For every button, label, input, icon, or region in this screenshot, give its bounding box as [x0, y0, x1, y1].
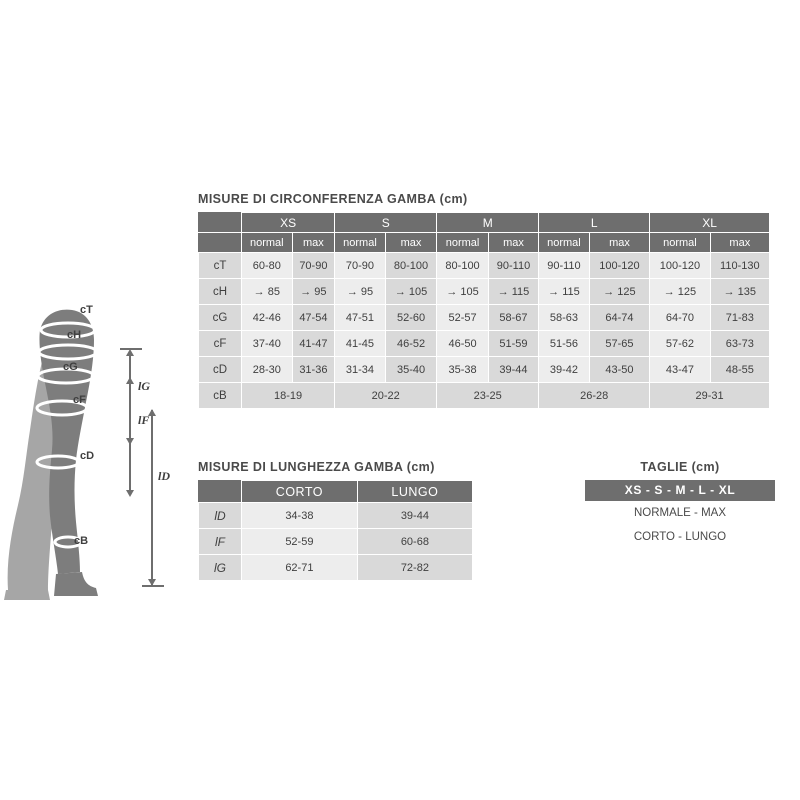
cell-lG-corto: 62-71: [242, 555, 358, 581]
bar-lD-arrow-bottom: [148, 579, 156, 586]
subheader-xl-normal: normal: [650, 233, 710, 253]
row-label-cF: cF: [199, 331, 242, 357]
leg-illustration: [0, 290, 200, 610]
cell-cF-s-normal: 41-45: [335, 331, 386, 357]
cell-cF-s-max: 46-52: [385, 331, 437, 357]
length-header-corto: CORTO: [242, 481, 358, 503]
label-cF: cF: [73, 394, 86, 406]
back-foot-shape: [4, 590, 50, 600]
cell-cG-xl-normal: 64-70: [650, 305, 710, 331]
label-cH: cH: [67, 329, 82, 341]
row-label-lD: lD: [199, 503, 242, 529]
taglie-title: TAGLIE (cm): [640, 460, 720, 474]
row-label-cB: cB: [199, 383, 242, 409]
cell-cF-xl-normal: 57-62: [650, 331, 710, 357]
cell-cF-l-max: 57-65: [589, 331, 649, 357]
cell-cG-s-max: 52-60: [385, 305, 437, 331]
size-header-m: M: [437, 213, 539, 233]
table-row: [199, 503, 473, 529]
cell-cF-xs-normal: 37-40: [242, 331, 293, 357]
size-header-xs: XS: [242, 213, 335, 233]
cell-cF-l-normal: 51-56: [539, 331, 590, 357]
cell-cH-xs-normal: → 85: [242, 279, 293, 305]
cell-cB-s: 20-22: [335, 383, 437, 409]
cell-cH-l-normal: → 115: [539, 279, 590, 305]
cell-cH-xs-max: → 95: [292, 279, 335, 305]
cell-cT-xl-max: 110-130: [710, 253, 769, 279]
cell-cD-s-max: 35-40: [385, 357, 437, 383]
subheader-s-max: max: [385, 233, 437, 253]
subheader-l-normal: normal: [539, 233, 590, 253]
cell-cG-l-max: 64-74: [589, 305, 649, 331]
subheader-s-normal: normal: [335, 233, 386, 253]
cell-cG-m-max: 58-67: [488, 305, 538, 331]
size-header-row: [199, 213, 770, 233]
cell-cT-xs-max: 70-90: [292, 253, 335, 279]
subheader-m-max: max: [488, 233, 538, 253]
cell-cT-s-max: 80-100: [385, 253, 437, 279]
cell-cB-xl: 29-31: [650, 383, 770, 409]
circumference-table: [198, 212, 770, 409]
label-lG: lG: [138, 379, 150, 393]
table-row: [199, 331, 770, 357]
cell-cD-xl-max: 48-55: [710, 357, 769, 383]
subheader-xs-normal: normal: [242, 233, 293, 253]
table-row: [199, 383, 770, 409]
subheader-m-normal: normal: [437, 233, 489, 253]
length-header-row: [199, 481, 473, 503]
subheader-row: [199, 233, 770, 253]
cell-cG-xl-max: 71-83: [710, 305, 769, 331]
cell-cH-l-max: → 125: [589, 279, 649, 305]
cell-cG-xs-normal: 42-46: [242, 305, 293, 331]
taglie-line-corto-lungo: CORTO - LUNGO: [633, 531, 727, 543]
table-row: [199, 305, 770, 331]
cell-cD-l-max: 43-50: [589, 357, 649, 383]
cell-cD-m-max: 39-44: [488, 357, 538, 383]
cell-cH-s-normal: → 95: [335, 279, 386, 305]
cell-cF-xl-max: 63-73: [710, 331, 769, 357]
circumference-table-head: [199, 213, 770, 253]
cell-cG-m-normal: 52-57: [437, 305, 489, 331]
cell-cH-s-max: → 105: [385, 279, 437, 305]
cell-cD-m-normal: 35-38: [437, 357, 489, 383]
row-label-cD: cD: [199, 357, 242, 383]
cell-lD-corto: 34-38: [242, 503, 358, 529]
length-corner-cell: [199, 481, 242, 503]
label-cB: cB: [74, 535, 89, 547]
size-header-l: L: [539, 213, 650, 233]
cell-cF-m-normal: 46-50: [437, 331, 489, 357]
cell-cH-m-normal: → 105: [437, 279, 489, 305]
cell-cG-l-normal: 58-63: [539, 305, 590, 331]
corner-cell: [199, 213, 242, 233]
cell-cT-s-normal: 70-90: [335, 253, 386, 279]
cell-lF-lungo: 60-68: [357, 529, 472, 555]
row-label-cH: cH: [199, 279, 242, 305]
label-lD: lD: [158, 469, 170, 483]
bar-lG-arrow-top: [126, 349, 134, 356]
leg-diagram-svg: [0, 290, 200, 610]
cell-cH-m-max: → 115: [488, 279, 538, 305]
table-row: [199, 529, 473, 555]
cell-cD-s-normal: 31-34: [335, 357, 386, 383]
bar-lF-arrow-bottom: [126, 490, 134, 497]
table-row: [199, 555, 473, 581]
table-row: [199, 253, 770, 279]
subheader-xl-max: max: [710, 233, 769, 253]
cell-cB-m: 23-25: [437, 383, 539, 409]
circumference-table-body: [199, 253, 770, 409]
cell-lD-lungo: 39-44: [357, 503, 472, 529]
cell-cF-m-max: 51-59: [488, 331, 538, 357]
table-row: [199, 357, 770, 383]
length-table-head: [199, 481, 473, 503]
cell-cT-l-normal: 90-110: [539, 253, 590, 279]
subheader-xs-max: max: [292, 233, 335, 253]
corner-cell-2: [199, 233, 242, 253]
table-row: [199, 279, 770, 305]
label-cD: cD: [80, 450, 95, 462]
label-lF: lF: [138, 413, 150, 427]
row-label-lG: lG: [199, 555, 242, 581]
length-table-block: [198, 460, 473, 581]
cell-cD-xs-normal: 28-30: [242, 357, 293, 383]
cell-cD-l-normal: 39-42: [539, 357, 590, 383]
row-label-cT: cT: [199, 253, 242, 279]
taglie-block: [585, 460, 775, 549]
row-label-lF: lF: [199, 529, 242, 555]
length-table: [198, 480, 473, 581]
cell-cG-xs-max: 47-54: [292, 305, 335, 331]
cell-cD-xs-max: 31-36: [292, 357, 335, 383]
cell-cG-s-normal: 47-51: [335, 305, 386, 331]
cell-cT-m-max: 90-110: [488, 253, 538, 279]
taglie-line-normale-max: NORMALE - MAX: [633, 507, 726, 519]
cell-cH-xl-max: → 135: [710, 279, 769, 305]
cell-lF-corto: 52-59: [242, 529, 358, 555]
cell-cT-m-normal: 80-100: [437, 253, 489, 279]
subheader-l-max: max: [589, 233, 649, 253]
cell-cT-xs-normal: 60-80: [242, 253, 293, 279]
cell-lG-lungo: 72-82: [357, 555, 472, 581]
length-table-title: MISURE DI LUNGHEZZA GAMBA (cm): [198, 460, 435, 474]
size-header-s: S: [335, 213, 437, 233]
row-label-cG: cG: [199, 305, 242, 331]
circumference-table-block: [198, 192, 770, 409]
cell-cB-l: 26-28: [539, 383, 650, 409]
cell-cD-xl-normal: 43-47: [650, 357, 710, 383]
front-foot-shape: [54, 572, 98, 596]
label-cT: cT: [80, 304, 93, 316]
taglie-sizes-band: XS - S - M - L - XL: [585, 480, 775, 501]
cell-cH-xl-normal: → 125: [650, 279, 710, 305]
length-header-lungo: LUNGO: [357, 481, 472, 503]
length-table-body: [199, 503, 473, 581]
cell-cF-xs-max: 41-47: [292, 331, 335, 357]
label-cG: cG: [63, 361, 78, 373]
circumference-table-title: MISURE DI CIRCONFERENZA GAMBA (cm): [198, 192, 468, 206]
bar-lF-arrow-top: [126, 377, 134, 384]
cell-cB-xs: 18-19: [242, 383, 335, 409]
cell-cT-l-max: 100-120: [589, 253, 649, 279]
size-header-xl: XL: [650, 213, 770, 233]
cell-cT-xl-normal: 100-120: [650, 253, 710, 279]
